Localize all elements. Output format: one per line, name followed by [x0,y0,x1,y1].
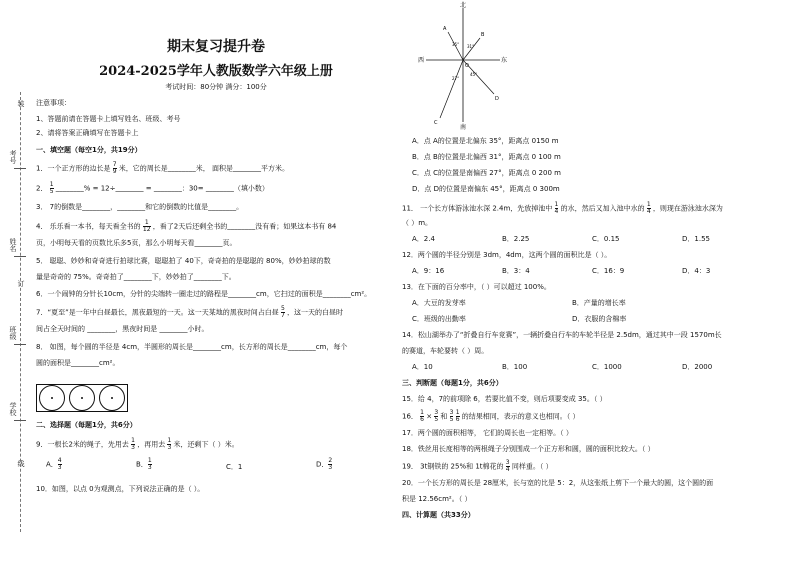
q10-option-c[interactable]: C．点 C的位置是南偏西 27°，距离点 0 200 m [412,169,561,177]
question-15: 15．给 4，7的前项除 6，若要比值不变，则后项要变成 35。（ ） [402,395,607,403]
notice-title: 注意事项： [36,99,71,107]
question-11-cont: （ ）m。 [402,219,433,227]
question-13: 13．在下面的百分率中，（ ）可以超过 100%。 [402,283,551,291]
question-7: 7．“夏至”是一年中白昼最长，黑夜最短的一天。这一天某地的黑夜时间占白昼 $\frac{5}{7}$ ，这一天的白昼时 [36,305,344,319]
q9-option-c[interactable]: C．1 [226,463,243,471]
exam-meta: 考试时间：80分钟 满分：100分 [165,83,267,91]
label-north: 北 [460,2,467,9]
q10-option-a[interactable]: A．点 A的位置是北偏东 35°，距离点 0150 m [412,137,559,145]
fraction: $\frac{5}{7}$ [280,305,285,319]
fraction: $\frac{1}{4}$ [646,201,651,215]
margin-blank [14,344,26,345]
question-5-cont: 量是奇奇的 75%。奇奇拍了________下，妙妙拍了________下。 [36,273,236,281]
compass-diagram [418,0,508,130]
q11-option-d[interactable]: D．1.55 [682,235,710,243]
fraction: $\frac{3}{5}$ [449,409,454,423]
three-circles-figure [36,384,128,412]
question-18: 18．铁丝用长度相等的两根绳子分别围成一个正方形和圆，圆的面积比较大。（ ） [402,445,655,453]
fraction: $\frac{1}{3}$ [147,457,152,471]
label-c: C [434,120,438,126]
fraction: $\frac{1}{4}$ [554,201,559,215]
margin-mark-xian: 线 [17,460,25,467]
margin-label-school: 学校 [9,402,17,416]
question-5: 5． 聪聪、妙妙和奇奇进行拍球比赛，聪聪拍了 40下，奇奇拍的是聪聪的 80%，妙妙拍球的数 [36,257,331,265]
binding-margin [0,0,32,562]
q11-option-a[interactable]: A．2.4 [412,235,435,243]
question-8: 8． 如图，每个圆的半径是 4cm，半圆形的周长是________cm，长方形的周长是________cm，每个 [36,343,348,351]
question-4-cont: 页，小明每天看的页数比乐多5页，那么小明每天看________页。 [36,239,237,247]
fraction: $\frac{2}{3}$ [328,457,333,471]
margin-blank [14,420,26,421]
angle-label: 27° [452,76,460,81]
fraction: $\frac{1}{3}$ [131,437,135,451]
q12-option-d[interactable]: D．4：3 [682,267,711,275]
ray-b [463,38,480,60]
q10-option-d[interactable]: D．点 D的位置是南偏东 45°，距离点 0 300m [412,185,560,193]
label-d: D [495,96,499,102]
q13-option-b[interactable]: B．产量的增长率 [572,299,626,307]
q9-option-b[interactable]: B． $\frac{1}{3}$ [136,457,152,471]
section-3-title: 三、判断题（每题1分，共6分） [402,379,503,387]
fraction: $\frac{3}{4}$ [505,459,510,473]
angle-label: 45° [470,72,478,77]
circle-center-dot [111,397,113,399]
question-10: 10．如图，以点 0为观测点，下列说法正确的是（ ）。 [36,485,205,493]
question-6: 6．一个闹钟的分针长10cm，分针的尖端转一圈走过的路程是________cm，它扫过的面积是________cm²。 [36,290,372,298]
question-1: 1．一个正方形的边长是 $\frac{7}{9}$ 米，它的周长是________米， 面积是________平方米。 [36,161,289,175]
question-17: 17．两个圆的面积相等， 它们的周长也一定相等。（ ） [402,429,573,437]
section-2-title: 二、选择题（每题1分，共6分） [36,421,137,429]
margin-label-class: 班级 [9,326,17,340]
question-4: 4． 乐乐看一本书，每天看全书的 $\frac{1}{12}$ ，看了2天后还剩全书的________没有看；如果这本书有 84 [36,219,337,233]
question-11: 11． 一个长方体游泳池水深 2.4m，先放掉池中 $\frac{1}{4}$ 的水，然后又加入池中水的 $\frac{1}{4}$ ，则现在游泳池水深为 [402,201,723,215]
section-1-title: 一、填空题（每空1分，共19分） [36,146,142,154]
margin-mark-zhuang: 装 [17,100,25,107]
circle-center-dot [81,397,83,399]
question-20: 20．一个长方形的周长是 28厘米，长与宽的比是 5：2，从这张纸上剪下一个最大的圆，这个圆的面 [402,479,714,487]
question-3: 3． 7的倒数是________，________和它的倒数的比值是________。 [36,203,244,211]
label-a: A [443,26,447,32]
fraction: $\frac{1}{3}$ [167,437,172,451]
question-14-cont: 的赛道，车轮要转（ ）周。 [402,347,489,355]
q12-option-b[interactable]: B．3：4 [502,267,530,275]
q9-option-d[interactable]: D． $\frac{2}{3}$ [316,457,333,471]
margin-mark-ding: 订 [17,280,25,287]
section-4-title: 四、计算题（共33分） [402,511,475,519]
q14-option-c[interactable]: C．1000 [592,363,622,371]
q9-option-a[interactable]: A． $\frac{4}{3}$ [46,457,62,471]
fraction: $\frac{4}{3}$ [57,457,62,471]
label-east: 东 [501,57,508,64]
question-9: 9．一根长2米的绳子，先用去 $\frac{1}{3}$ ，再用去 $\frac{1}{3}$ 米，还剩下（ ）米。 [36,437,239,451]
margin-label-name: 姓名 [9,238,17,252]
q12-option-a[interactable]: A．9：16 [412,267,445,275]
margin-blank [14,256,26,257]
notice-item: 1、答题前请在答题卡上填写姓名、班级、考号 [36,115,181,123]
q13-option-c[interactable]: C．班级的出勤率 [412,315,466,323]
question-7-cont: 间占全天时间的 ________，黑夜时间是 ________小时。 [36,325,209,333]
exam-title: 期末复习提升卷 [167,39,265,55]
q13-option-a[interactable]: A．大豆的发芽率 [412,299,466,307]
label-west: 西 [418,57,425,64]
margin-label-id: 考号 [9,150,17,164]
question-20-cont: 积是 12.56cm²。（ ） [402,495,472,503]
question-19: 19． 3t钢铁的 25%和 1t棉花的 $\frac{3}{4}$ 同样重。（ ） [402,459,553,473]
q14-option-a[interactable]: A．10 [412,363,433,371]
label-south: 南 [460,124,467,130]
fraction: $\frac{1}{5}$ [49,181,54,195]
question-8-cont: 圆的面积是________cm²。 [36,359,120,367]
q13-option-d[interactable]: D．衣服的含棉率 [572,315,627,323]
fraction: $\frac{1}{12}$ [142,219,151,233]
q14-option-d[interactable]: D．2000 [682,363,713,371]
label-origin: O [465,63,469,69]
fraction: $\frac{3}{5}$ [434,409,439,423]
question-2: 2． $\frac{1}{5}$ ________% = 12÷________ = ________：30= ________（填小数） [36,181,269,195]
fraction: $\frac{1}{6}$ [420,409,424,423]
angle-label: 35° [452,42,460,47]
margin-blank [14,168,26,169]
fraction: $\frac{1}{6}$ [455,409,460,423]
question-12: 12．两个圆的半径分别是 3dm，4dm，这两个圆的面积比是（ ）。 [402,251,612,259]
angle-label: 31° [467,44,475,49]
q14-option-b[interactable]: B．100 [502,363,528,371]
q11-option-b[interactable]: B．2.25 [502,235,530,243]
exam-subtitle: 2024-2025学年人教版数学六年级上册 [99,64,333,79]
question-16: 16． $\frac{1}{6}$ × $\frac{3}{5}$ 和 $\frac{3}{5}$ $\frac{1}{6}$ 的结果相同，表示的意义也相同。（ ） [402,409,580,423]
question-14: 14．松山湖举办了“折叠自行车竞赛”，一辆折叠自行车的车轮半径是 2.5dm，通过其中一段 1570m长 [402,331,722,339]
q12-option-c[interactable]: C．16：9 [592,267,625,275]
notice-item: 2、请将答案正确填写在答题卡上 [36,129,139,137]
circle-center-dot [51,397,53,399]
q10-option-b[interactable]: B．点 B的位置是北偏西 31°，距离点 0 100 m [412,153,561,161]
label-b: B [481,32,485,38]
ray-c [440,60,463,118]
q11-option-c[interactable]: C．0.15 [592,235,620,243]
fraction: $\frac{7}{9}$ [112,161,117,175]
